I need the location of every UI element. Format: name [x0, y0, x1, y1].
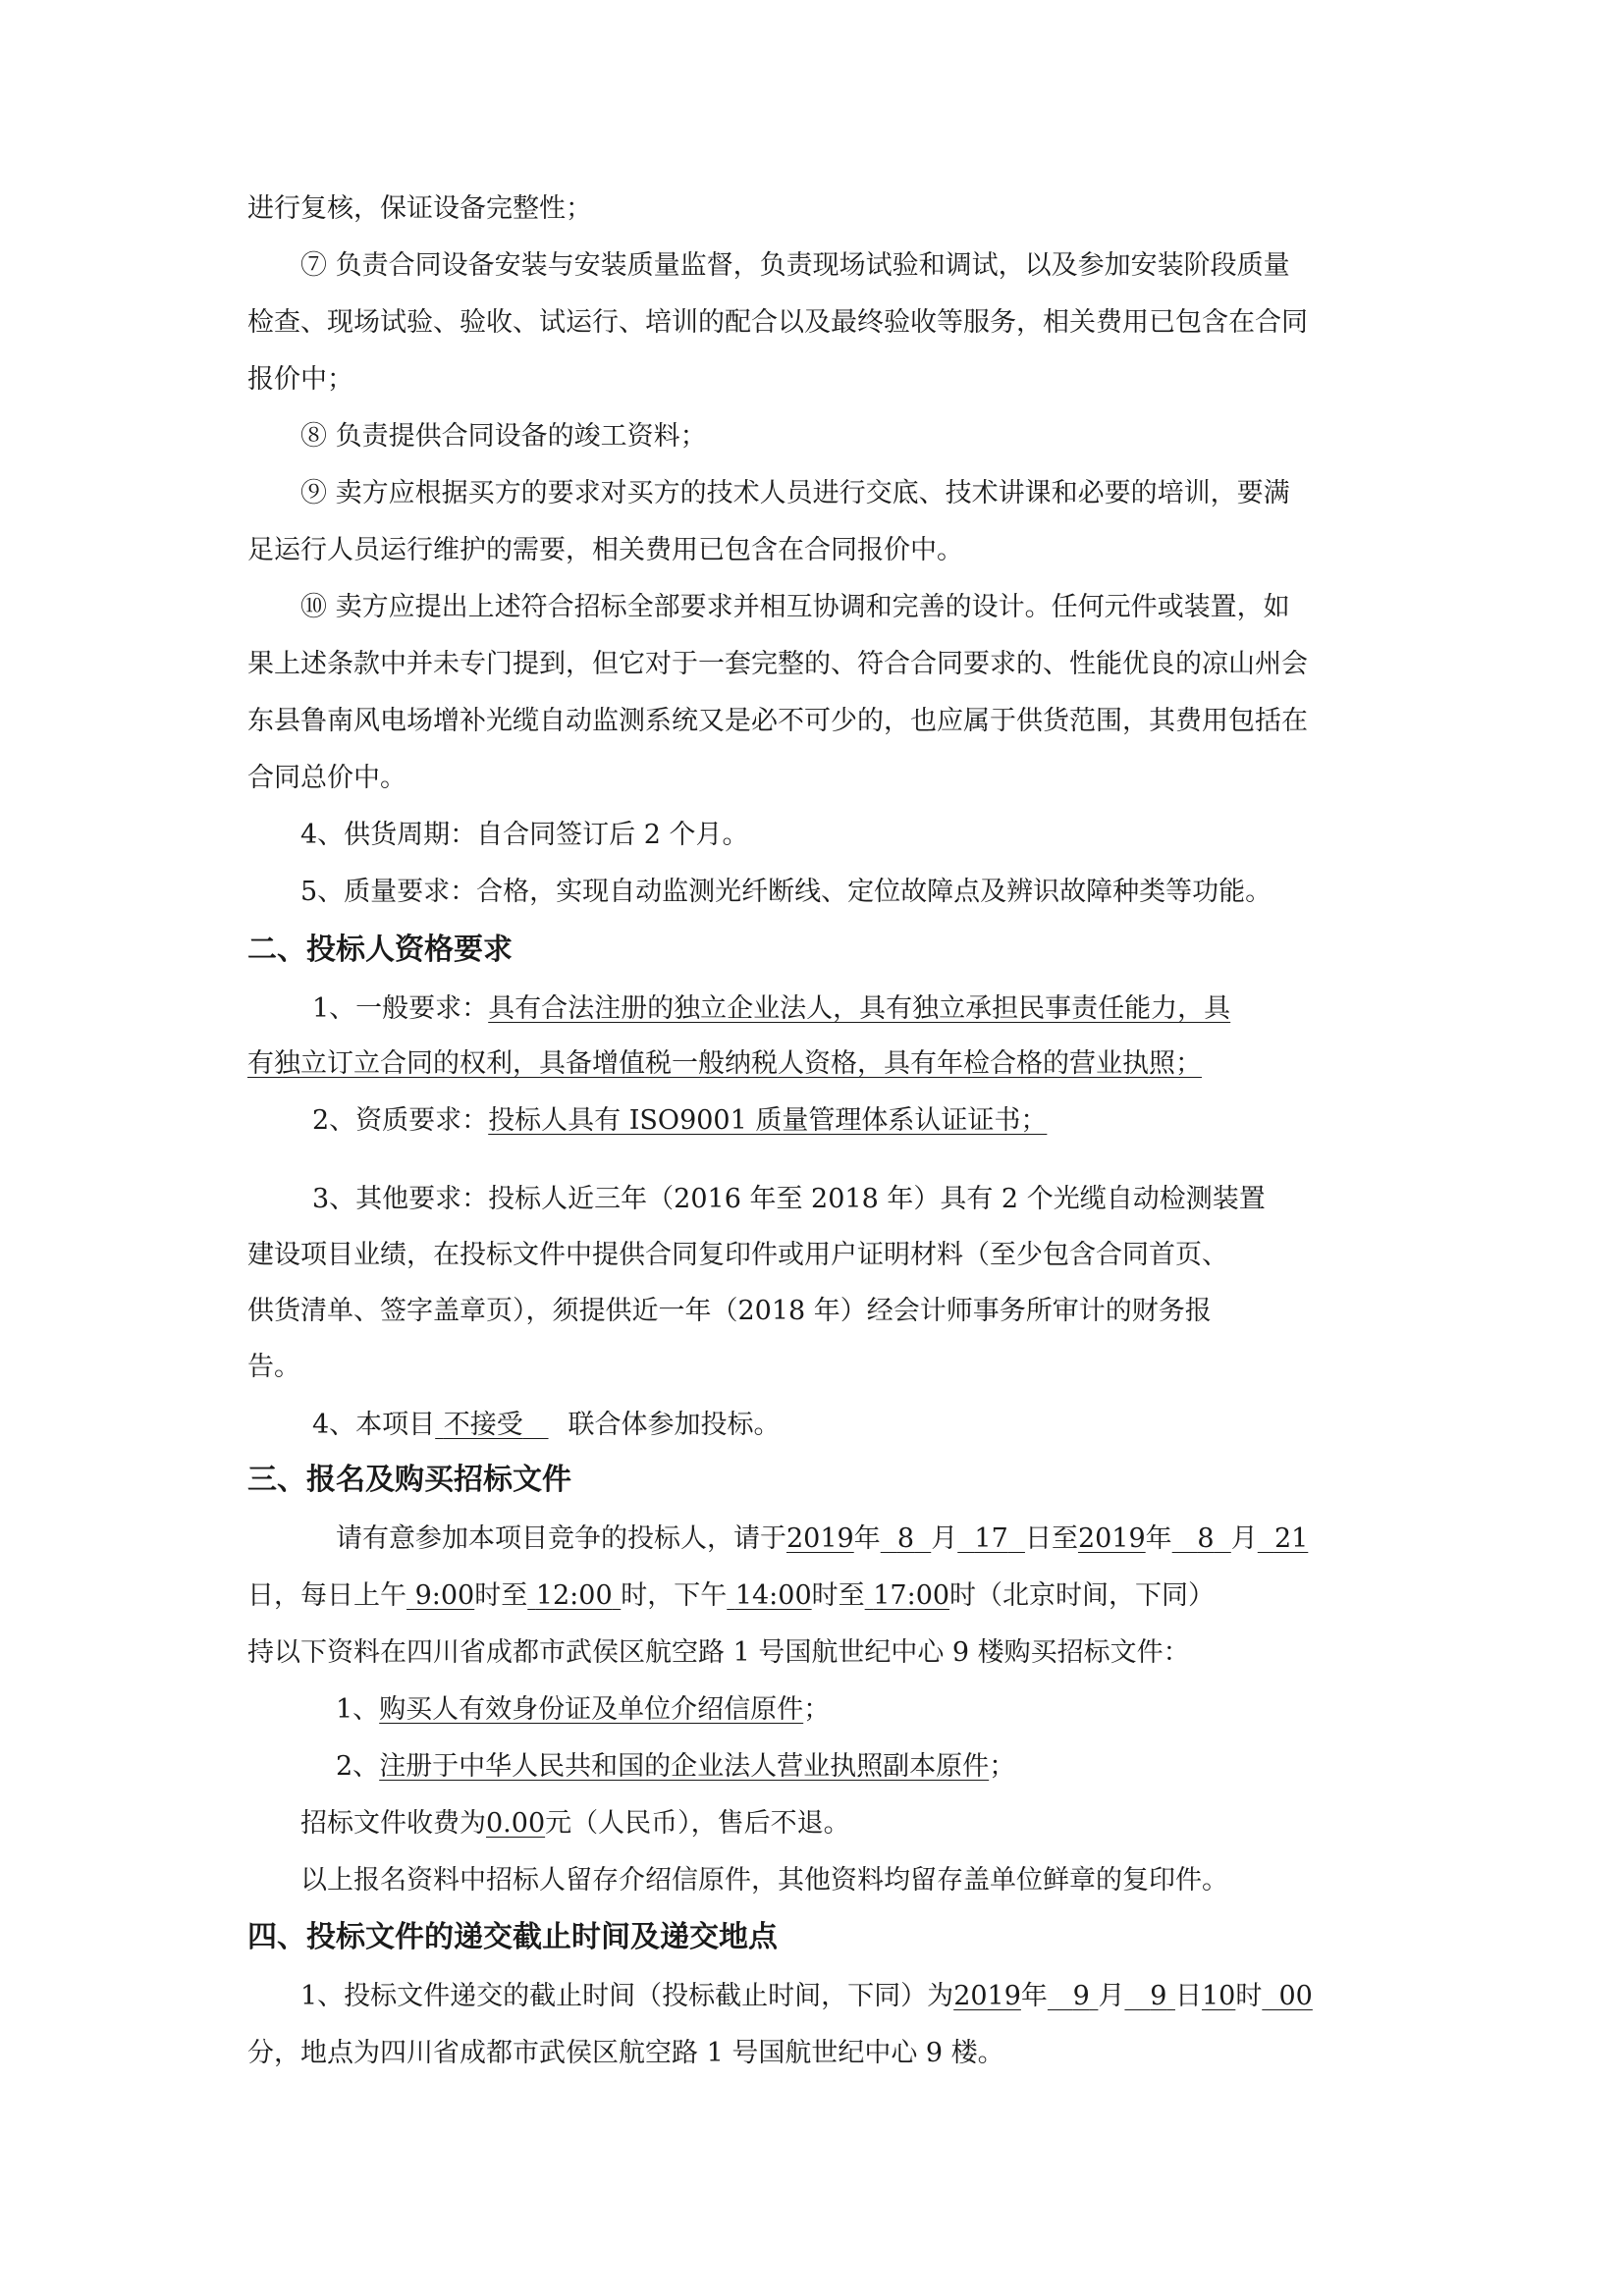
- text-line: 进行复核，保证设备完整性；: [247, 193, 592, 224]
- section-heading-qualification: 二、投标人资格要求: [247, 933, 513, 967]
- pm-end-time: 17:00: [873, 1580, 950, 1611]
- text-line: 以上报名资料中招标人留存介绍信原件，其他资料均留存盖单位鲜章的复印件。: [300, 1865, 1228, 1896]
- end-month: 8: [1197, 1523, 1215, 1554]
- pm-start-time: 14:00: [734, 1580, 812, 1611]
- deadline-day: 9: [1150, 1981, 1167, 2011]
- text-line: 5、质量要求：合格，实现自动监测光纤断线、定位故障点及辨识故障种类等功能。: [300, 877, 1272, 907]
- fee-value: 0.00: [486, 1808, 546, 1839]
- text-line: 果上述条款中并未专门提到，但它对于一套完整的、符合合同要求的、性能优良的凉山州会: [247, 649, 1308, 679]
- text-line: 3、其他要求：投标人近三年（2016 年至 2018 年）具有 2 个光缆自动检测装置: [312, 1184, 1266, 1214]
- general-requirement-line: [312, 989, 1230, 1029]
- consortium-line: [312, 1406, 781, 1445]
- am-end-time: 12:00: [535, 1580, 613, 1611]
- text-line: 建设项目业绩，在投标文件中提供合同复印件或用户证明材料（至少包含合同首页、: [247, 1240, 1228, 1270]
- general-text: 具有合法注册的独立企业法人，具有独立承担民事责任能力，具: [488, 993, 1231, 1024]
- text-line: ⑨ 卖方应根据买方的要求对买方的技术人员进行交底、技术讲课和必要的培训，要满: [300, 478, 1290, 508]
- qualification-text: 投标人具有 ISO9001 质量管理体系认证证书；: [488, 1105, 1048, 1136]
- section-heading-registration: 三、报名及购买招标文件: [247, 1463, 571, 1497]
- text-line: 供货清单、签字盖章页），须提供近一年（2018 年）经会计师事务所审计的财务报: [247, 1296, 1212, 1326]
- start-year: 2019: [786, 1523, 854, 1554]
- registration-intro: 请有意参加本项目竞争的投标人，请于: [336, 1523, 786, 1554]
- text-line: ⑧ 负责提供合同设备的竣工资料；: [300, 421, 707, 452]
- end-year: 2019: [1077, 1523, 1146, 1554]
- text-line: 4、供货周期：自合同签订后 2 个月。: [300, 820, 749, 850]
- consortium-value: 不接受: [443, 1410, 523, 1440]
- registration-hours-line: 日，每日上午 9:00时至 12:00 时，下午 14:00时至 17:00时（北京时间，下同）: [247, 1580, 1216, 1611]
- qualification-label: 2、资质要求：: [312, 1105, 489, 1136]
- registration-period-line: 请有意参加本项目竞争的投标人，请于2019年 8 月 17 日至2019年 8 月 21: [336, 1523, 1309, 1554]
- section-heading-submission: 四、投标文件的递交截止时间及递交地点: [247, 1920, 778, 1954]
- start-month: 8: [896, 1523, 915, 1554]
- fee-line: 招标文件收费为0.00元（人民币），售后不退。: [300, 1808, 850, 1839]
- text-line: 合同总价中。: [247, 763, 406, 793]
- deadline-line: 1、投标文件递交的截止时间（投标截止时间，下同）为2019年 9 月 9 日10时 00: [300, 1981, 1313, 2011]
- text-line: 东县鲁南风电场增补光缆自动监测系统又是必不可少的，也应属于供货范围，其费用包括在: [247, 706, 1308, 736]
- general-requirement-cont: 有独立订立合同的权利，具备增值税一般纳税人资格，具有年检合格的营业执照；: [247, 1048, 1202, 1079]
- deadline-hour: 10: [1201, 1981, 1236, 2011]
- text-line: 分，地点为四川省成都市武侯区航空路 1 号国航世纪中心 9 楼。: [247, 2038, 1004, 2068]
- end-day: 21: [1273, 1523, 1309, 1554]
- deadline-year: 2019: [953, 1981, 1021, 2011]
- deadline-minute: 00: [1278, 1981, 1313, 2011]
- text-line: 报价中；: [247, 364, 353, 395]
- am-start-time: 9:00: [414, 1580, 475, 1611]
- purchase-item-2: 2、注册于中华人民共和国的企业法人营业执照副本原件；: [336, 1751, 1016, 1782]
- qualification-line: [312, 1101, 1047, 1141]
- purchase-item-1-text: 购买人有效身份证及单位介绍信原件: [379, 1694, 804, 1725]
- text-line: ⑦ 负责合同设备安装与安装质量监督，负责现场试验和调试，以及参加安装阶段质量: [300, 250, 1290, 281]
- consortium-post: 联合体参加投标。: [568, 1410, 781, 1440]
- text-line: 告。: [247, 1352, 300, 1382]
- deadline-month: 9: [1072, 1981, 1090, 2011]
- consortium-pre: 4、本项目: [312, 1410, 436, 1440]
- text-line: ⑩ 卖方应提出上述符合招标全部要求并相互协调和完善的设计。任何元件或装置，如: [300, 592, 1290, 622]
- purchase-item-2-text: 注册于中华人民共和国的企业法人营业执照副本原件: [379, 1751, 990, 1782]
- general-label: 1、一般要求：: [312, 993, 489, 1024]
- text-line: 足运行人员运行维护的需要，相关费用已包含在合同报价中。: [247, 535, 963, 565]
- purchase-item-1: 1、购买人有效身份证及单位介绍信原件；: [336, 1694, 831, 1725]
- text-line: 检查、现场试验、验收、试运行、培训的配合以及最终验收等服务，相关费用已包含在合同: [247, 307, 1308, 338]
- start-day: 17: [974, 1523, 1008, 1554]
- text-line: 持以下资料在四川省成都市武侯区航空路 1 号国航世纪中心 9 楼购买招标文件：: [247, 1637, 1190, 1668]
